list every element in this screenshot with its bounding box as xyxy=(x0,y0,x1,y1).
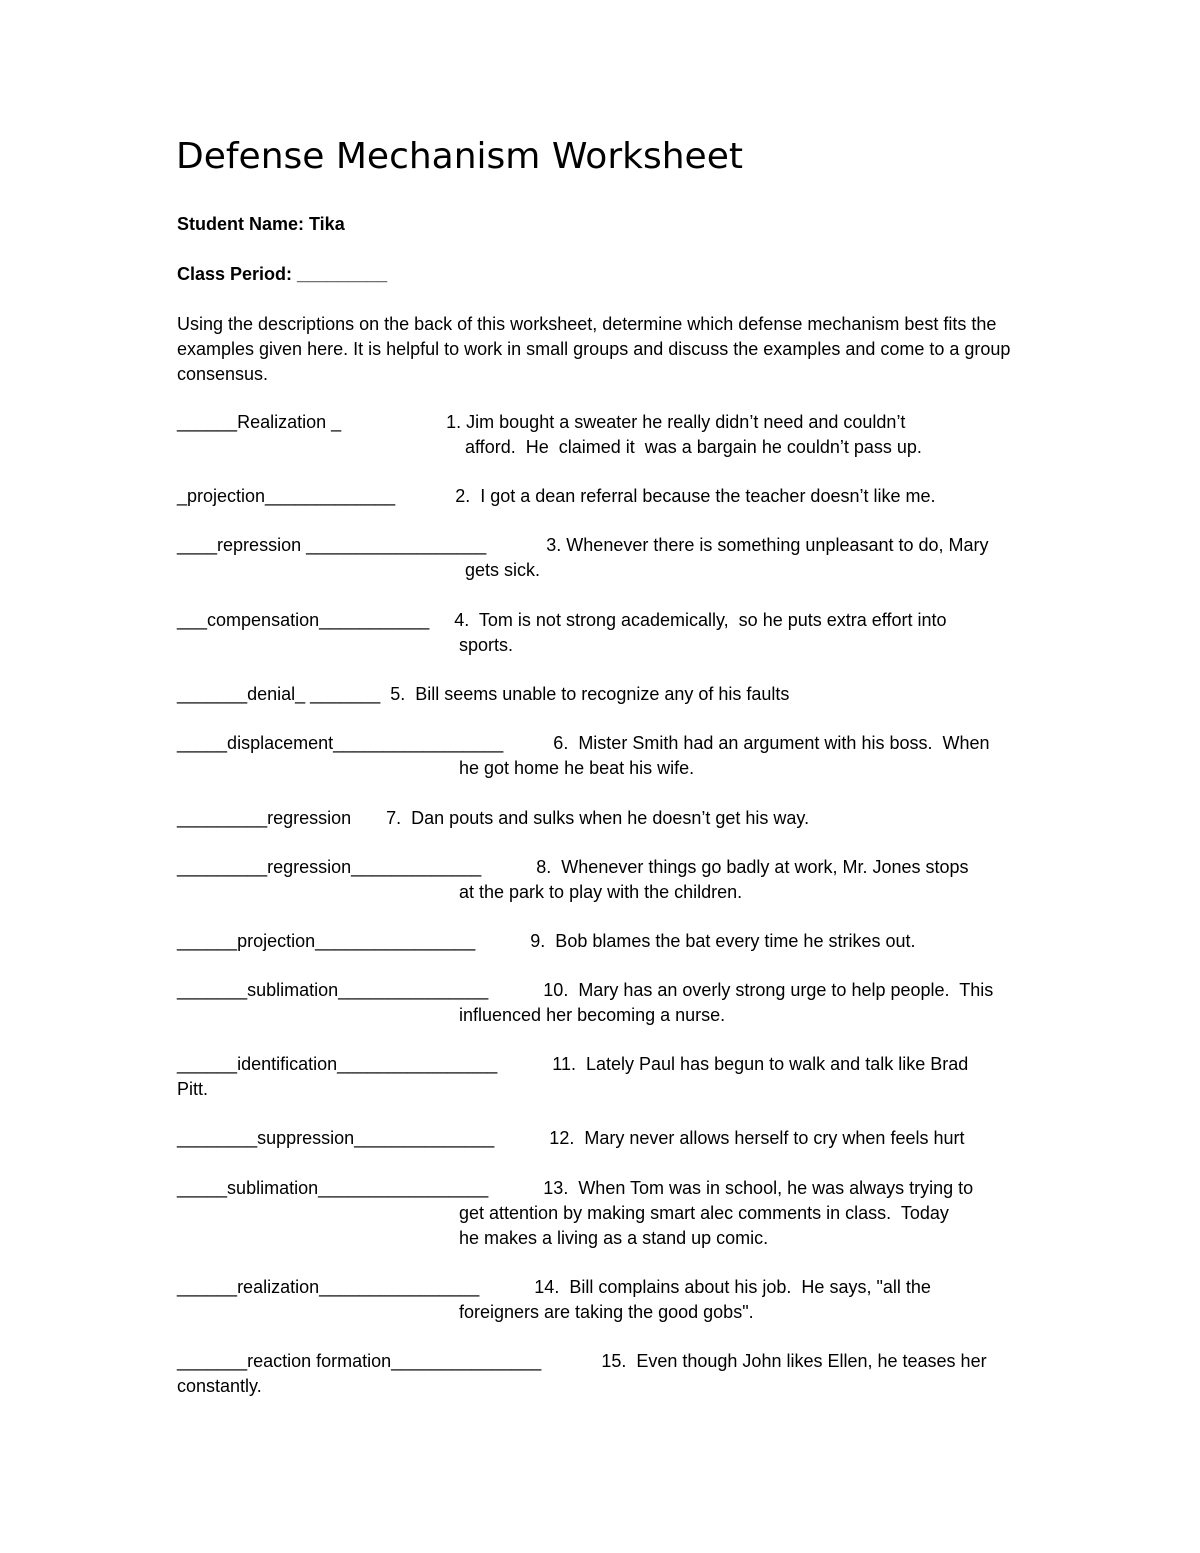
item-1-cont: afford. He claimed it was a bargain he couldn’t pass up. xyxy=(465,437,922,457)
student-name: Student Name: Tika xyxy=(177,214,345,234)
item-3-cont: gets sick. xyxy=(465,560,541,580)
class-period: Class Period: _________ xyxy=(177,264,388,284)
item-6: _____displacement_________________ 6. Mister Smith had an argument with his boss. When xyxy=(177,733,990,753)
item-12: ________suppression______________ 12. Mary never allows herself to cry when feels hurt xyxy=(177,1128,965,1148)
item-13-cont2: he makes a living as a stand up comic. xyxy=(459,1228,769,1248)
item-7: _________regression 7. Dan pouts and sulks when he doesn’t get his way. xyxy=(177,808,810,828)
item-2: _projection_____________ 2. I got a dean referral because the teacher doesn’t like me. xyxy=(177,486,936,506)
item-14-cont: foreigners are taking the good gobs". xyxy=(459,1302,754,1322)
item-14: ______realization________________ 14. Bill complains about his job. He says, "all the xyxy=(177,1277,931,1297)
item-15: _______reaction formation_______________ 15. Even though John likes Ellen, he teases her xyxy=(177,1351,987,1371)
item-11: ______identification________________ 11. Lately Paul has begun to walk and talk like Brad xyxy=(177,1054,969,1074)
item-1: ______Realization _ 1. Jim bought a sweater he really didn’t need and couldn’t xyxy=(177,412,906,432)
page-title: Defense Mechanism Worksheet xyxy=(176,136,743,177)
instructions: Using the descriptions on the back of this worksheet, determine which defense mechanism best fits the examples given here. It is helpful to work in small groups and discuss the examples and come to a group consensus. xyxy=(177,314,1011,384)
item-10: _______sublimation_______________ 10. Mary has an overly strong urge to help people. This xyxy=(177,980,994,1000)
item-9: ______projection________________ 9. Bob blames the bat every time he strikes out. xyxy=(177,931,916,951)
item-4-cont: sports. xyxy=(459,635,514,655)
item-6-cont: he got home he beat his wife. xyxy=(459,758,695,778)
item-13-cont: get attention by making smart alec comments in class. Today xyxy=(459,1203,949,1223)
item-8: _________regression_____________ 8. Whenever things go badly at work, Mr. Jones stops xyxy=(177,857,969,877)
item-4: ___compensation___________ 4. Tom is not strong academically, so he puts extra effort into xyxy=(177,610,947,630)
item-15-cont: constantly. xyxy=(177,1376,262,1396)
item-13: _____sublimation_________________ 13. When Tom was in school, he was always trying to xyxy=(177,1178,974,1198)
item-11-cont: Pitt. xyxy=(177,1079,209,1099)
item-8-cont: at the park to play with the children. xyxy=(459,882,743,902)
item-10-cont: influenced her becoming a nurse. xyxy=(459,1005,726,1025)
item-3: ____repression __________________ 3. Whenever there is something unpleasant to do, Mary xyxy=(177,535,989,555)
item-5: _______denial_ _______ 5. Bill seems unable to recognize any of his faults xyxy=(177,684,790,704)
